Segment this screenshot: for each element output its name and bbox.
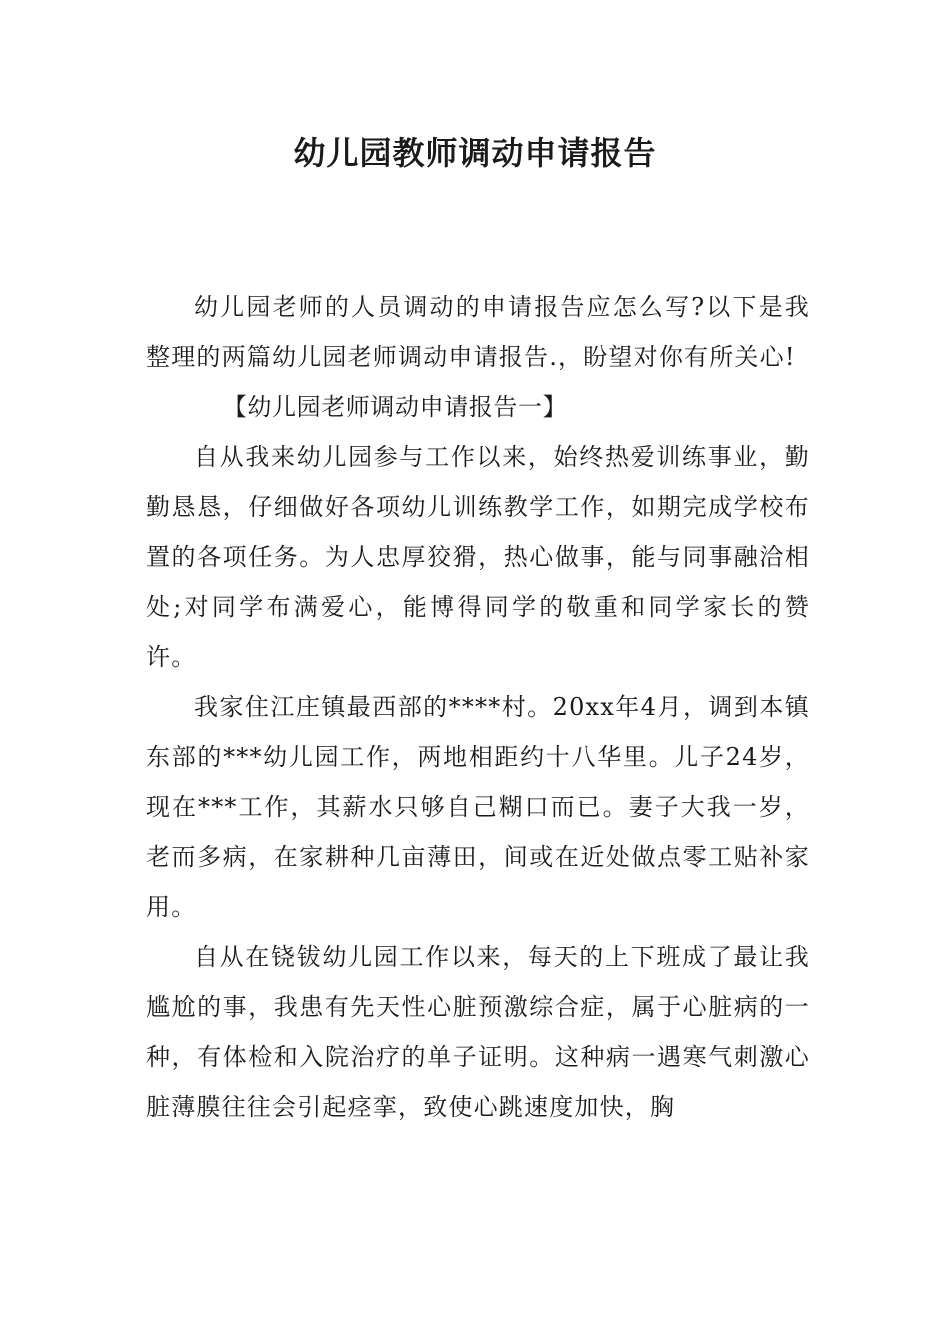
intro-paragraph: 幼儿园老师的人员调动的申请报告应怎么写?以下是我整理的两篇幼儿园老师调动申请报告.，盼望对你有所关心!: [146, 293, 810, 371]
body-paragraph: 我家住江庄镇最西部的****村。20xx年4月，调到本镇东部的***幼儿园工作，两地相距约十八华里。儿子24岁，现在***工作，其薪水只够自己糊口而已。妻子大我一岁，老而多病，在家耕种几亩薄田，间或在近处做点零工贴补家用。: [146, 693, 810, 921]
body-paragraph: 自从在铙钹幼儿园工作以来，每天的上下班成了最让我尴尬的事，我患有先天性心脏预激综合症，属于心脏病的一种，有体检和入院治疗的单子证明。这种病一遇寒气刺激心脏薄膜往往会引起痉挛，致使心跳速度加快，胸: [146, 943, 810, 1121]
body-paragraph: 自从我来幼儿园参与工作以来，始终热爱训练事业，勤勤恳恳，仔细做好各项幼儿训练教学工作，如期完成学校布置的各项任务。为人忠厚狡猾，热心做事，能与同事融洽相处;对同学布满爱心，能博得同学的敬重和同学家长的赞许。: [146, 443, 810, 671]
section-heading: 【幼儿园老师调动申请报告一】: [222, 393, 568, 421]
document-body: [146, 282, 810, 1132]
document-title: 幼儿园教师调动申请报告: [293, 134, 657, 172]
